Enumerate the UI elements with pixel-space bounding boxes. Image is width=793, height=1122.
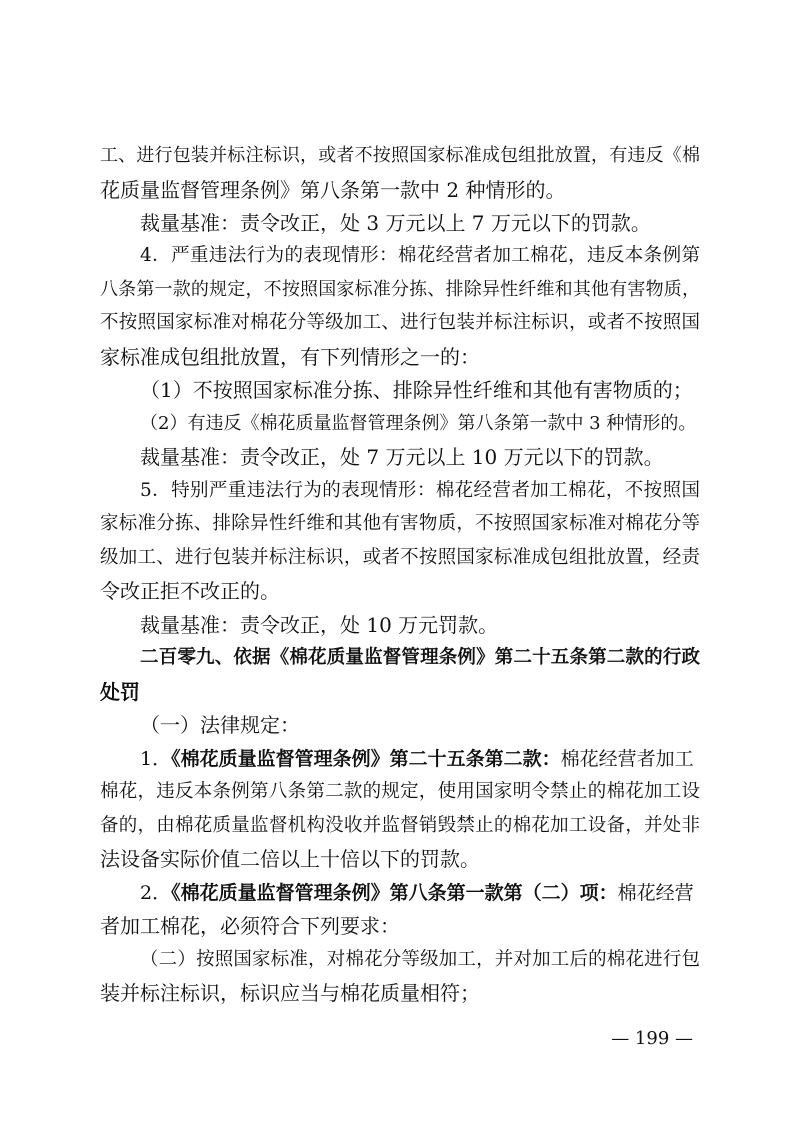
article-citation: 《棉花质量监督管理条例》第二十五条第二款： bbox=[171, 748, 561, 770]
paragraph-line: （1）不按照国家标准分拣、排除异性纤维和其他有害物质的； bbox=[140, 378, 693, 402]
paragraph-line: 级加工、进行包装并标注标识，或者不按照国家标准成包组批放置，经责 bbox=[100, 547, 700, 568]
article-citation: 《棉花质量监督管理条例》第八条第一款第（二）项： bbox=[171, 882, 618, 904]
paragraph-line: （2）有违反《棉花质量监督管理条例》第八条第一款中 3 种情形的。 bbox=[140, 413, 697, 434]
section-heading: 二百零九、依据《棉花质量监督管理条例》第二十五条第二款的行政 bbox=[140, 647, 700, 668]
paragraph-line: 裁量基准：责令改正，处 10 万元罚款。 bbox=[140, 613, 499, 637]
paragraph-line: 工、进行包装并标注标识，或者不按照国家标准成包组批放置，有违反《棉 bbox=[100, 145, 700, 166]
article-text: 棉花经营 bbox=[617, 882, 694, 904]
paragraph-line: 5．特别严重违法行为的表现情形：棉花经营者加工棉花，不按照国 bbox=[140, 480, 700, 501]
item-number: 1． bbox=[140, 748, 172, 770]
paragraph-line: 棉花，违反本条例第八条第二款的规定，使用国家明令禁止的棉花加工设 bbox=[100, 781, 700, 802]
article-text: 棉花经营者加工 bbox=[560, 748, 694, 770]
paragraph-line: 装并标注标识，标识应当与棉花质量相符； bbox=[100, 981, 480, 1005]
paragraph-line: 裁量基准：责令改正，处 7 万元以上 10 万元以下的罚款。 bbox=[140, 445, 664, 469]
paragraph-line: 者加工棉花，必须符合下列要求： bbox=[100, 914, 400, 938]
paragraph-line: 裁量基准：责令改正，处 3 万元以上 7 万元以下的罚款。 bbox=[140, 211, 651, 235]
subsection-heading: （一）法律规定： bbox=[140, 713, 300, 737]
paragraph-line: 八条第一款的规定，不按照国家标准分拣、排除异性纤维和其他有害物质， bbox=[100, 279, 700, 300]
paragraph-line: 家标准分拣、排除异性纤维和其他有害物质，不按照国家标准对棉花分等 bbox=[100, 513, 700, 534]
page-number: — 199 — bbox=[611, 1028, 693, 1049]
paragraph-line: 不按照国家标准对棉花分等级加工、进行包装并标注标识，或者不按照国 bbox=[100, 312, 700, 333]
paragraph-line: 花质量监督管理条例》第八条第一款中 2 种情形的。 bbox=[100, 178, 566, 202]
item-number: 2． bbox=[140, 882, 172, 904]
paragraph-line: 家标准成包组批放置，有下列情形之一的： bbox=[100, 345, 480, 369]
section-heading: 处罚 bbox=[100, 680, 140, 704]
paragraph-line bbox=[140, 878, 700, 908]
paragraph-line: 4．严重违法行为的表现情形：棉花经营者加工棉花，违反本条例第 bbox=[140, 245, 700, 266]
paragraph-line: 令改正拒不改正的。 bbox=[100, 579, 280, 603]
paragraph-line bbox=[140, 744, 700, 774]
paragraph-line: （二）按照国家标准，对棉花分等级加工，并对加工后的棉花进行包 bbox=[140, 949, 700, 970]
paragraph-line: 备的，由棉花质量监督机构没收并监督销毁禁止的棉花加工设备，并处非 bbox=[100, 815, 700, 836]
paragraph-line: 法设备实际价值二倍以上十倍以下的罚款。 bbox=[100, 847, 480, 871]
